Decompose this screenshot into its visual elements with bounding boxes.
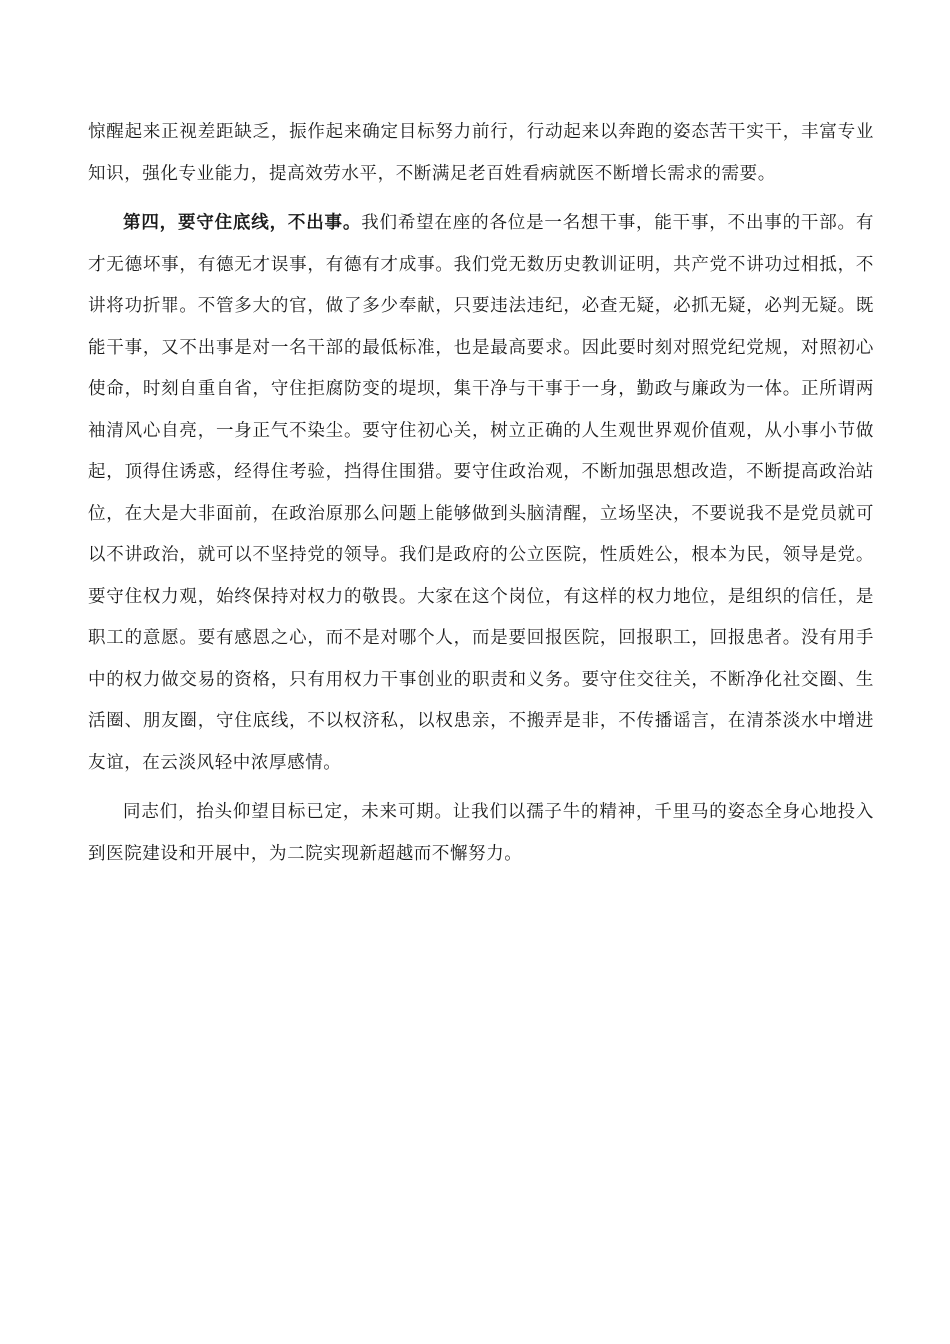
paragraph-lead-heading: 第四，要守住底线，不出事。 <box>123 213 362 233</box>
paragraph-closing <box>88 792 874 875</box>
paragraph-fourth-point <box>88 203 874 784</box>
paragraph-text: 同志们，抬头仰望目标已定，未来可期。让我们以孺子牛的精神，千里马的姿态全身心地投入到医院建设和开展中，为二院实现新超越而不懈努力。 <box>88 802 874 864</box>
paragraph-continuation <box>88 112 874 195</box>
paragraph-text: 我们希望在座的各位是一名想干事，能干事，不出事的干部。有才无德坏事，有德无才误事，有德有才成事。我们党无数历史教训证明，共产党不讲功过相抵，不讲将功折罪。不管多大的官，做了多少奉献，只要违法违纪，必查无疑，必抓无疑，必判无疑。既能干事，又不出事是对一名干部的最低标准，也是最高要求。因此要时刻对照党纪党规，对照初心使命，时刻自重自省，守住拒腐防变的堤坝，集干净与干事于一身，勤政与廉政为一体。正所谓两袖清风心自亮，一身正气不染尘。要守住初心关，树立正确的人生观世界观价值观，从小事小节做起，顶得住诱惑，经得住考验，挡得住围猎。要守住政治观，不断加强思想改造，不断提高政治站位，在大是大非面前，在政治原那么问题上能够做到头脑清醒，立场坚决，不要说我不是党员就可以不讲政治，就可以不坚持党的领导。我们是政府的公立医院，性质姓公，根本为民，领导是党。要守住权力观，始终保持对权力的敬畏。大家在这个岗位，有这样的权力地位，是组织的信任，是职工的意愿。要有感恩之心，而不是对哪个人，而是要回报医院，回报职工，回报患者。没有用手中的权力做交易的资格，只有用权力干事创业的职责和义务。要守住交往关，不断净化社交圈、生活圈、朋友圈，守住底线，不以权济私，以权患亲，不搬弄是非，不传播谣言，在清茶淡水中增进友谊，在云淡风轻中浓厚感情。 <box>88 213 874 773</box>
document-body <box>88 112 874 875</box>
paragraph-text: 惊醒起来正视差距缺乏，振作起来确定目标努力前行，行动起来以奔跑的姿态苦干实干，丰富专业知识，强化专业能力，提高效劳水平，不断满足老百姓看病就医不断增长需求的需要。 <box>88 122 874 184</box>
